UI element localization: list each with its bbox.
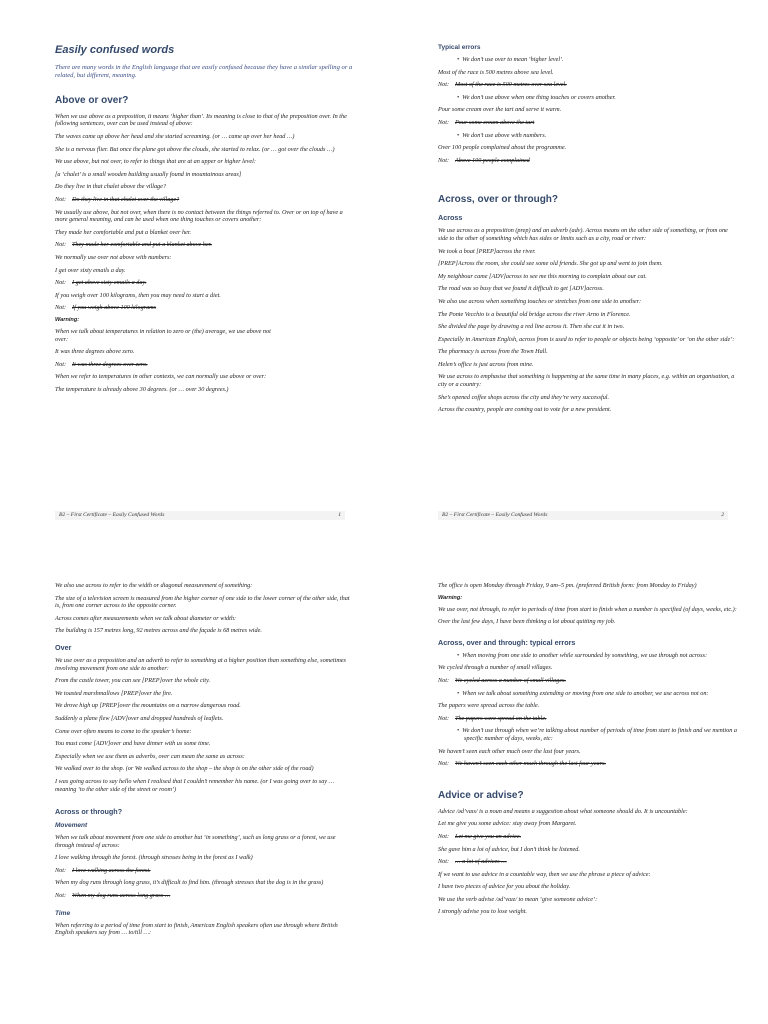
example: I have two pieces of advice for you about the holiday. [438, 883, 571, 891]
incorrect-example [55, 892, 355, 900]
example: We haven’t seen each other much over the last four years. [438, 747, 581, 755]
struck-text: Most of the race is 500 metres over sea level. [455, 81, 567, 89]
page-4-column [438, 582, 738, 921]
bullet-item: • When moving from one side to another while surrounded by something, we use through not across: [438, 652, 738, 660]
not-label: Not: [55, 279, 67, 287]
paragraph: We normally use over not above with numbers: [55, 253, 172, 261]
example: If you weigh over 100 kilograms, then you may need to start a diet. [55, 291, 221, 299]
example: I get over sixty emails a day. [55, 266, 126, 274]
struck-text: Let me give you an advice. [455, 832, 521, 840]
subheading-movement: Movement [55, 822, 88, 830]
example: It was three degrees above zero. [55, 348, 135, 356]
page-3-column [55, 582, 355, 942]
example: We toasted marshmallows [PREP]over the fire. [55, 689, 173, 697]
paragraph: We use across as a preposition (prep) and an adverb (adv). Across means on the other side of something, or from one side to the other of something which has sides or limits such as a city, road or river: [438, 227, 728, 242]
example: She’s opened coffee shops across the city and they’re very successful. [438, 393, 610, 401]
paragraph: Especially in American English, across from is used to refer to people or objects being ‘opposite’ or ‘on the other side’: [438, 335, 735, 343]
incorrect-example [438, 119, 738, 127]
warning-label: Warning: [55, 316, 80, 323]
example: Across the country, people are coming out to vote for a new president. [438, 406, 612, 414]
not-label: Not: [438, 81, 450, 89]
paragraph: We usually use above, but not over, when there is no contact between the things referred to. Over or on top of have a more general meaning, and can be used when one thing touches or covers another: [55, 208, 343, 224]
struck-text: The papers were spread on the table. [455, 714, 547, 722]
not-label: Not: [55, 866, 67, 874]
paragraph: Especially when we use them as adverbs, over can mean the same as across: [55, 752, 245, 760]
paragraph: We use above, but not over, to refer to things that are at an upper or higher level: [55, 158, 256, 166]
example: Let me give you some advice: stay away from Margaret. [438, 820, 577, 828]
example: I strongly advise you to lose weight. [438, 908, 527, 916]
paragraph: When we use above as a preposition, it means ‘higher than’. Its meaning is close to that of the preposition over. In the following sentences, over can be used instead of above: [55, 112, 347, 128]
paragraph: Across comes after measurements when we talk about diameter or width: [55, 614, 237, 622]
incorrect-example [55, 241, 355, 249]
struck-text: Pour some cream above the tart [455, 118, 535, 126]
struck-text: I get above sixty emails a day. [72, 279, 147, 287]
not-label: Not: [438, 858, 450, 866]
example: Most of the race is 500 metres above sea level. [438, 68, 554, 76]
subheading-typical-errors: Across, over and through: typical errors [438, 637, 576, 647]
example: From the castle tower, you can see [PREP]over the whole city. [55, 677, 211, 685]
example: We drove high up [PREP]over the mountains on a narrow dangerous road. [55, 702, 241, 710]
struck-text: When my dog runs across long grass … [72, 892, 171, 900]
struck-text: … a lot of advices … [455, 858, 507, 866]
example: The pharmacy is across from the Town Hall. [438, 348, 548, 356]
example: The building is 157 metres long, 92 metres across and the façade is 68 metres wide. [55, 627, 262, 635]
page-number: 1 [338, 512, 341, 518]
struck-text: We cycled across a number of small villages. [455, 676, 566, 684]
example: The Ponte Vecchio is a beautiful old bridge across the river Arno in Florence. [438, 310, 631, 318]
not-label: Not: [438, 760, 450, 768]
not-label: Not: [55, 360, 67, 368]
bullet-item: • We don’t use through when we’re talking about number of periods of time from start to finish and we mention a specific number of days, weeks, etc: [438, 727, 738, 742]
not-label: Not: [438, 714, 450, 722]
footer-text: B2 – First Certificate – Easily Confused Words [442, 512, 548, 518]
example: The road was so busy that we found it difficult to get [ADV]across. [438, 285, 604, 293]
subheading-across-or-through: Across or through? [55, 807, 123, 817]
paragraph: We use over as a preposition and an adverb to refer to something at a higher position than something else, sometimes involving movement from one side to another: [55, 656, 346, 672]
paragraph: We also use across to refer to the width or diagonal measurement of something: [55, 582, 253, 589]
paragraph: We also use across when something touches or stretches from one side to another: [438, 297, 642, 305]
paragraph: When we talk about temperatures in relation to zero or (the) average, we use above not over: [55, 327, 271, 343]
incorrect-example [438, 760, 738, 768]
example: We cycled through a number of small villages. [438, 664, 553, 672]
footer-text: B2 – First Certificate – Easily Confused Words [59, 512, 165, 518]
incorrect-example [438, 833, 738, 841]
bullet-item: • We don’t use over to mean ‘higher level’. [438, 56, 738, 64]
example: When my dog runs through long grass, it’s difficult to find him. (through stresses that the dog is in the grass) [55, 879, 324, 887]
example: Over 100 people complained about the programme. [438, 144, 567, 152]
paragraph: We use the verb advise /əd’vaɪz/ to mean ‘give someone advice’: [438, 895, 598, 903]
paragraph: Come over often means to come to the speaker’s home: [55, 727, 192, 735]
example: I was going across to say hello when I realised that I couldn’t remember his name. (or I was going over to say … meaning ‘to the other side of the street or room’) [55, 777, 335, 793]
subheading-time: Time [55, 909, 71, 917]
page-footer [55, 511, 345, 520]
struck-text: If you weigh above 100 kilograms [72, 304, 157, 312]
incorrect-example [438, 81, 738, 89]
document-title: Easily confused words [55, 44, 175, 56]
example: The temperature is already above 30 degrees. (or … over 30 degrees.) [55, 385, 229, 393]
example: The waves came up above her head and she started screaming. (or … came up over her head …) [55, 133, 295, 140]
paragraph: We use across to emphasise that something is happening at the same time in many places, e.g. within an organisation, a city or a country: [438, 373, 735, 389]
bullet-item: • When we talk about something extending or moving from one side to another, we use across not on: [438, 690, 738, 698]
page-footer [438, 511, 728, 520]
paragraph: When we refer to temperatures in other contexts, we can normally use above or over: [55, 373, 267, 381]
paragraph: When we talk about movement from one side to another but ‘in something’, such as long grass or a forest, we use through instead of across: [55, 834, 336, 849]
example: [PREP]Across the room, she could see some old friends. She got up and went to join them. [438, 260, 663, 268]
not-label: Not: [438, 676, 450, 684]
example: We took a boat [PREP]across the river. [438, 247, 536, 255]
typical-errors-heading: Typical errors [438, 44, 481, 51]
subheading-over: Over [55, 642, 72, 652]
paragraph: Advice /əd’vaɪs/ is a noun and means a suggestion about what someone should do. It is uncountable: [438, 807, 688, 815]
note: [a ‘chalet’ is a small wooden building usually found in mountainous areas] [55, 170, 242, 178]
incorrect-example [438, 715, 738, 723]
example: She divided the page by drawing a red line across it. Then she cut it in two. [438, 323, 625, 331]
struck-text: Do they live in that chalet over the village? [72, 195, 180, 203]
incorrect-example [55, 196, 355, 204]
incorrect-example [55, 279, 355, 287]
heading-above-or-over: Above or over? [55, 94, 129, 106]
bullet-item: • We don’t use above with numbers. [438, 132, 738, 140]
incorrect-example [55, 304, 355, 312]
example: I love walking through the forest. (through stresses being in the forest as I walk) [55, 854, 253, 862]
example: The size of a television screen is measured from the higher corner of one side to the lower corner of the other side, that is, from one corner across to the opposite corner. [55, 594, 350, 610]
incorrect-example [55, 867, 355, 875]
struck-text: I love walking across the forest. [72, 866, 151, 874]
incorrect-example [438, 677, 738, 685]
intro-text: There are many words in the English language that are easily confused because they have a similar spelling or a related, but different, meaning. [55, 64, 353, 80]
example: She is a nervous flier. But once the plane got above the clouds, she started to relax. (or … got over the clouds …) [55, 145, 335, 153]
subheading-across: Across [438, 213, 463, 223]
incorrect-example [55, 361, 355, 369]
not-label: Not: [438, 156, 450, 164]
incorrect-example [438, 157, 738, 165]
example: The papers were spread across the table. [438, 702, 540, 710]
paragraph: We use over, not through, to refer to periods of time from start to finish when a number is specified (of days, weeks, etc.): [438, 605, 737, 613]
struck-text: Above 100 people complained [455, 156, 530, 164]
example: You must come [ADV]over and have dinner with us some time. [55, 740, 211, 748]
not-label: Not: [55, 241, 67, 249]
paragraph: If we want to use advice in a countable way, then we use the phrase a piece of advice: [438, 870, 651, 878]
heading-advice-or-advise: Advice or advise? [438, 789, 524, 801]
page-number: 2 [721, 512, 724, 518]
warning-label: Warning: [438, 594, 463, 601]
incorrect-example [438, 858, 738, 866]
paragraph: When referring to a period of time from start to finish, American English speakers often use through where British English speakers say from … to/till …: [55, 921, 338, 937]
example: Pour some cream over the tart and serve it warm. [438, 106, 562, 114]
not-label: Not: [438, 118, 450, 126]
example: The office is open Monday through Friday, 9 am–5 pm. (preferred British form: from Monday to Friday) [438, 582, 697, 589]
example: Helen’s office is just across from mine. [438, 360, 534, 368]
example: We walked over to the shop. (or We walked across to the shop – the shop is on the other side of the road) [55, 765, 314, 773]
example: My neighbour came [ADV]across to see me this morning to complain about our cat. [438, 272, 647, 280]
not-label: Not: [55, 195, 67, 203]
struck-text: They made her comfortable and put a blanket above her. [72, 241, 212, 249]
not-label: Not: [438, 832, 450, 840]
example: Do they live in that chalet above the village? [55, 183, 166, 191]
heading-across-over-through: Across, over or through? [438, 194, 559, 206]
bullet-item: • We don’t use above when one thing touches or covers another. [438, 94, 738, 102]
example: Over the last few days, I have been thinking a lot about quitting my job. [438, 618, 616, 626]
example: They made her comfortable and put a blanket over her. [55, 228, 192, 236]
struck-text: We haven’t seen each other much through the last four years. [455, 760, 606, 768]
struck-text: It was three degrees over zero. [72, 360, 148, 368]
page-1-column [55, 40, 355, 398]
example: Suddenly a plane flew [ADV]over and dropped hundreds of leaflets. [55, 714, 224, 722]
example: She gave him a lot of advice, but I don’t think he listened. [438, 845, 580, 853]
page-2-column [438, 40, 738, 419]
not-label: Not: [55, 304, 67, 312]
not-label: Not: [55, 892, 67, 900]
